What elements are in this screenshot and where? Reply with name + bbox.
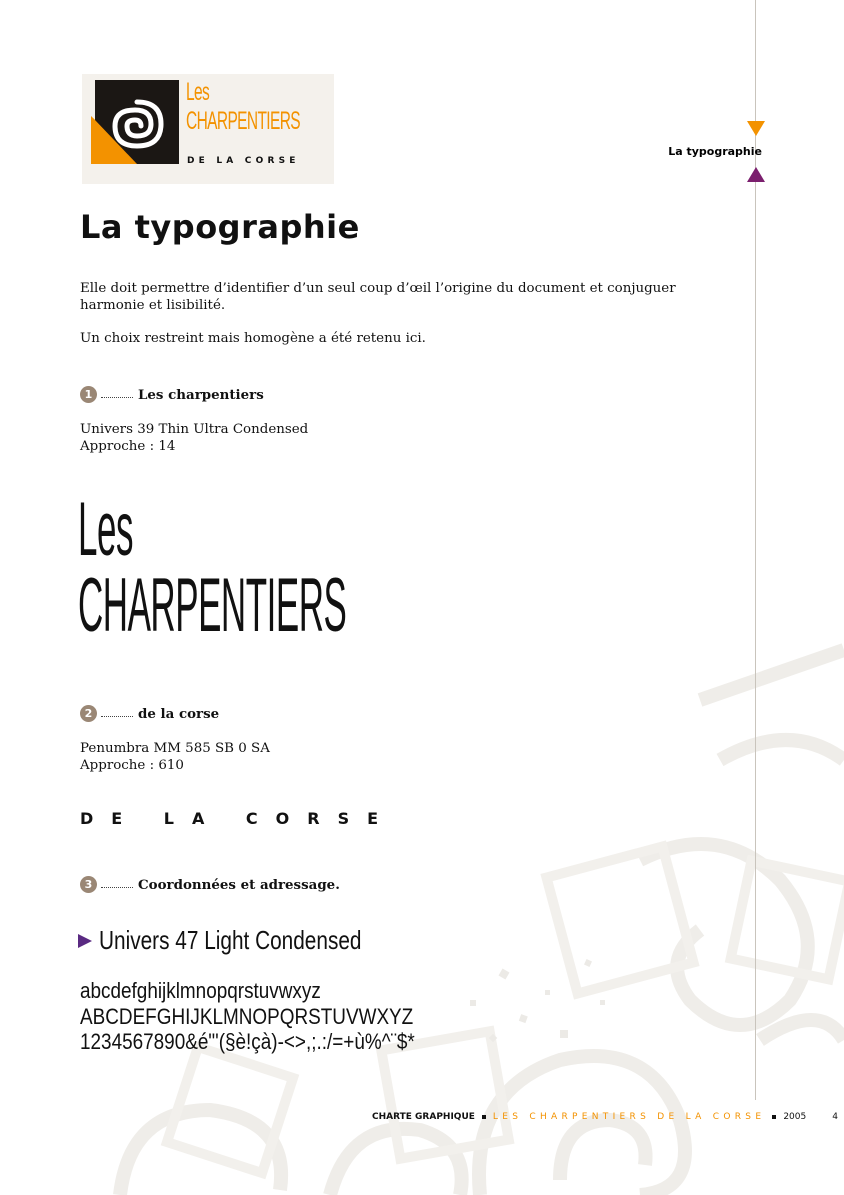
- dotted-leader: [101, 710, 133, 717]
- section-heading-1: [80, 386, 264, 403]
- dotted-leader: [101, 391, 133, 398]
- glyph-specimen: [80, 978, 415, 1055]
- logo-text-les: Les: [186, 78, 210, 106]
- triangle-right-icon: [78, 934, 92, 948]
- font-name-2: Penumbra MM 585 SB 0 SA: [80, 741, 270, 756]
- sample-line-les: Les: [78, 487, 133, 572]
- page-number: 4: [832, 1112, 838, 1122]
- section-number-badge: 1: [80, 386, 97, 403]
- font-sample-de-la-corse: DE LA CORSE: [80, 809, 397, 828]
- font-sample-charpentiers: [78, 487, 347, 648]
- section-heading-text: Coordonnées et adressage.: [138, 876, 340, 893]
- section-heading-3: [80, 876, 340, 893]
- section-heading-text: de la corse: [138, 705, 220, 722]
- intro-paragraph: Elle doit permettre d’identifier d’un seul coup d’œil l’origine du document et conjuguer harmonie et lisibilité.: [80, 281, 676, 313]
- page-title: La typographie: [80, 208, 360, 246]
- intro-paragraph-2: Un choix restreint mais homogène a été retenu ici.: [80, 331, 426, 346]
- font-spacing-1: Approche : 14: [80, 439, 176, 454]
- logo-text-charpentiers: CHARPENTIERS: [186, 107, 301, 135]
- orange-arrow-down-icon: [747, 121, 765, 136]
- font-name-1: Univers 39 Thin Ultra Condensed: [80, 422, 309, 437]
- glyph-lowercase: abcdefghijklmnopqrstuvwxyz: [80, 978, 321, 1003]
- glyph-symbols: 1234567890&é"'(§è!çà)-<>,;.:/=+ù%^¨$*: [80, 1029, 415, 1054]
- section-number-badge: 3: [80, 876, 97, 893]
- section-number-badge: 2: [80, 705, 97, 722]
- company-logo: [82, 74, 334, 184]
- footer-year: 2005: [783, 1112, 807, 1122]
- footer-separator-icon: [482, 1115, 486, 1119]
- vertical-guide-line: [755, 0, 756, 1100]
- section-heading-2: [80, 705, 219, 722]
- section-heading-text: Les charpentiers: [138, 386, 264, 403]
- footer-separator-icon: [772, 1115, 776, 1119]
- font-name-row-3: [78, 925, 427, 956]
- logo-text-de-la-corse: DE LA CORSE: [187, 156, 300, 166]
- glyph-uppercase: ABCDEFGHIJKLMNOPQRSTUVWXYZ: [80, 1003, 414, 1029]
- spiral-square-icon: [91, 80, 179, 164]
- purple-arrow-up-icon: [747, 167, 765, 182]
- page-footer: [372, 1112, 838, 1122]
- footer-brand: LES CHARPENTIERS DE LA CORSE: [492, 1112, 766, 1122]
- font-name-3: Univers 47 Light Condensed: [99, 925, 362, 955]
- dotted-leader: [101, 881, 133, 888]
- section-side-label: La typographie: [668, 145, 762, 158]
- footer-doc-title: CHARTE GRAPHIQUE: [372, 1112, 475, 1122]
- font-spacing-2: Approche : 610: [80, 758, 184, 773]
- sample-line-charpentiers: CHARPENTIERS: [78, 563, 347, 648]
